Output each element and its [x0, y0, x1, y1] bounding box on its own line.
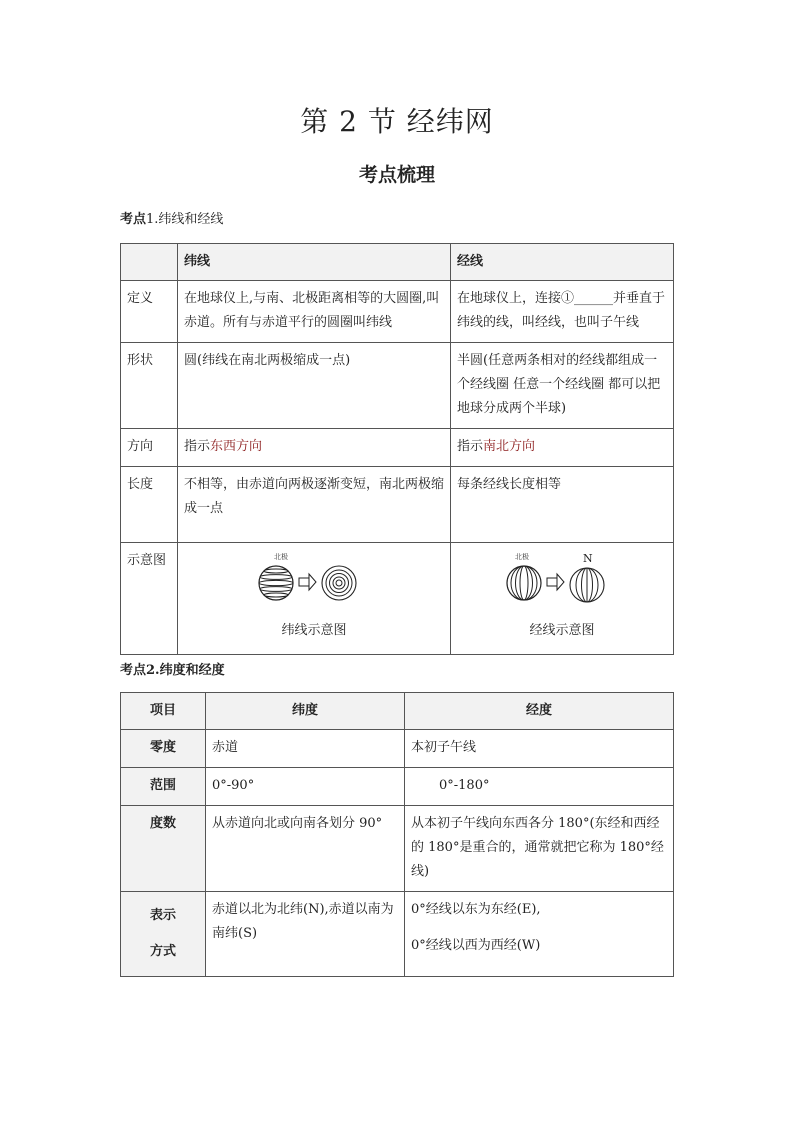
- arrow-shaft: [547, 578, 557, 586]
- direction-prefix: 指示: [184, 439, 211, 454]
- polar-circle: [333, 577, 345, 589]
- kp2-heading: [120, 659, 225, 678]
- row-label: 方向: [121, 429, 178, 467]
- cell-jing: 半圆(任意两条相对的经线都组成一个经线圈 任意一个经线圈 都可以把地球分成两个半球): [451, 343, 674, 429]
- latitude-longitude-degree-table: [120, 692, 674, 977]
- table-header-jing: 经度: [405, 693, 674, 730]
- kp1-label: 考点: [120, 212, 147, 227]
- row-label: 定义: [121, 281, 178, 343]
- cell-wei: 赤道以北为北纬(N),赤道以南为南纬(S): [206, 892, 405, 977]
- direction-north-south: 南北方向: [483, 439, 536, 454]
- table-row: [121, 543, 674, 655]
- arrow-shaft: [299, 578, 309, 586]
- latitude-longitude-lines-table: [120, 243, 674, 655]
- polar-circle: [322, 566, 356, 600]
- cell-jing: [451, 429, 674, 467]
- row-label: 形状: [121, 343, 178, 429]
- direction-prefix: 指示: [457, 439, 484, 454]
- row-label: 示意图: [121, 543, 178, 655]
- arrow-head: [309, 574, 316, 590]
- row-label: 度数: [121, 806, 206, 892]
- cell-wei: 不相等，由赤道向两极逐渐变短，南北两极缩成一点: [178, 467, 451, 543]
- kp2-label: 考点: [120, 663, 147, 678]
- table-row: [121, 806, 674, 892]
- row-label: 范围: [121, 768, 206, 806]
- west-longitude-text: 0°经线以西为西经(W): [411, 938, 541, 953]
- row-label-line2: 方式: [149, 944, 176, 959]
- table-row: [121, 892, 674, 977]
- section-title: 考点梳理: [358, 164, 435, 186]
- cell-jing: 每条经线长度相等: [451, 467, 674, 543]
- table-row: [121, 467, 674, 543]
- row-label: 零度: [121, 730, 206, 768]
- polar-circle: [330, 574, 349, 593]
- kp2-text: 2.纬度和经度: [146, 663, 225, 678]
- latitude-diagram: [254, 549, 374, 611]
- cell-wei: 从赤道向北或向南各划分 90°: [206, 806, 405, 892]
- cell-wei: 赤道: [206, 730, 405, 768]
- cell-wei-diagram: [178, 543, 451, 655]
- cell-wei: [178, 429, 451, 467]
- arrow-head: [557, 574, 564, 590]
- cell-jing: 在地球仪上，连接①______并垂直于纬线的线，叫经线，也叫子午线: [451, 281, 674, 343]
- table-header-item: 项目: [121, 693, 206, 730]
- table-row: [121, 429, 674, 467]
- row-label: 长度: [121, 467, 178, 543]
- table-header-wei: 纬度: [206, 693, 405, 730]
- cell-jing: 本初子午线: [405, 730, 674, 768]
- table-header-row: [121, 693, 674, 730]
- cell-jing-diagram: [451, 543, 674, 655]
- east-longitude-text: 0°经线以东为东经(E),: [411, 902, 541, 917]
- table-row: [121, 343, 674, 429]
- north-label: N: [583, 552, 593, 565]
- latitude-diagram-label: 北极: [274, 553, 288, 561]
- row-label-line1: 表示: [149, 908, 176, 923]
- direction-east-west: 东西方向: [210, 439, 263, 454]
- globe-outline: [507, 566, 541, 600]
- longitude-diagram-label: 北极: [515, 553, 529, 561]
- table-row: [121, 768, 674, 806]
- row-label: [121, 892, 206, 977]
- cell-jing: [405, 892, 674, 977]
- kp1-text: 1.纬线和经线: [146, 212, 224, 227]
- longitude-diagram-caption: 经线示意图: [529, 623, 595, 638]
- table-header-row: [121, 244, 674, 281]
- page-title: 第 2 节 经纬网: [300, 105, 494, 138]
- table-row: [121, 730, 674, 768]
- cell-wei: 在地球仪上,与南、北极距离相等的大圆圈,叫赤道。所有与赤道平行的圆圈叫纬线: [178, 281, 451, 343]
- longitude-diagram: [502, 549, 622, 611]
- cell-wei: 圆(纬线在南北两极缩成一点): [178, 343, 451, 429]
- cell-wei: 0°-90°: [206, 768, 405, 806]
- cell-jing: 从本初子午线向东西各分 180°(东经和西经的 180°是重合的，通常就把它称为 180°经线): [405, 806, 674, 892]
- table-header-jing: 经线: [451, 244, 674, 281]
- kp1-heading: [120, 208, 223, 227]
- polar-circle: [336, 580, 342, 586]
- latitude-diagram-caption: 纬线示意图: [281, 623, 347, 638]
- table-header-wei: 纬线: [178, 244, 451, 281]
- cell-jing: 0°-180°: [405, 768, 674, 806]
- table-header-blank: [121, 244, 178, 281]
- table-row: [121, 281, 674, 343]
